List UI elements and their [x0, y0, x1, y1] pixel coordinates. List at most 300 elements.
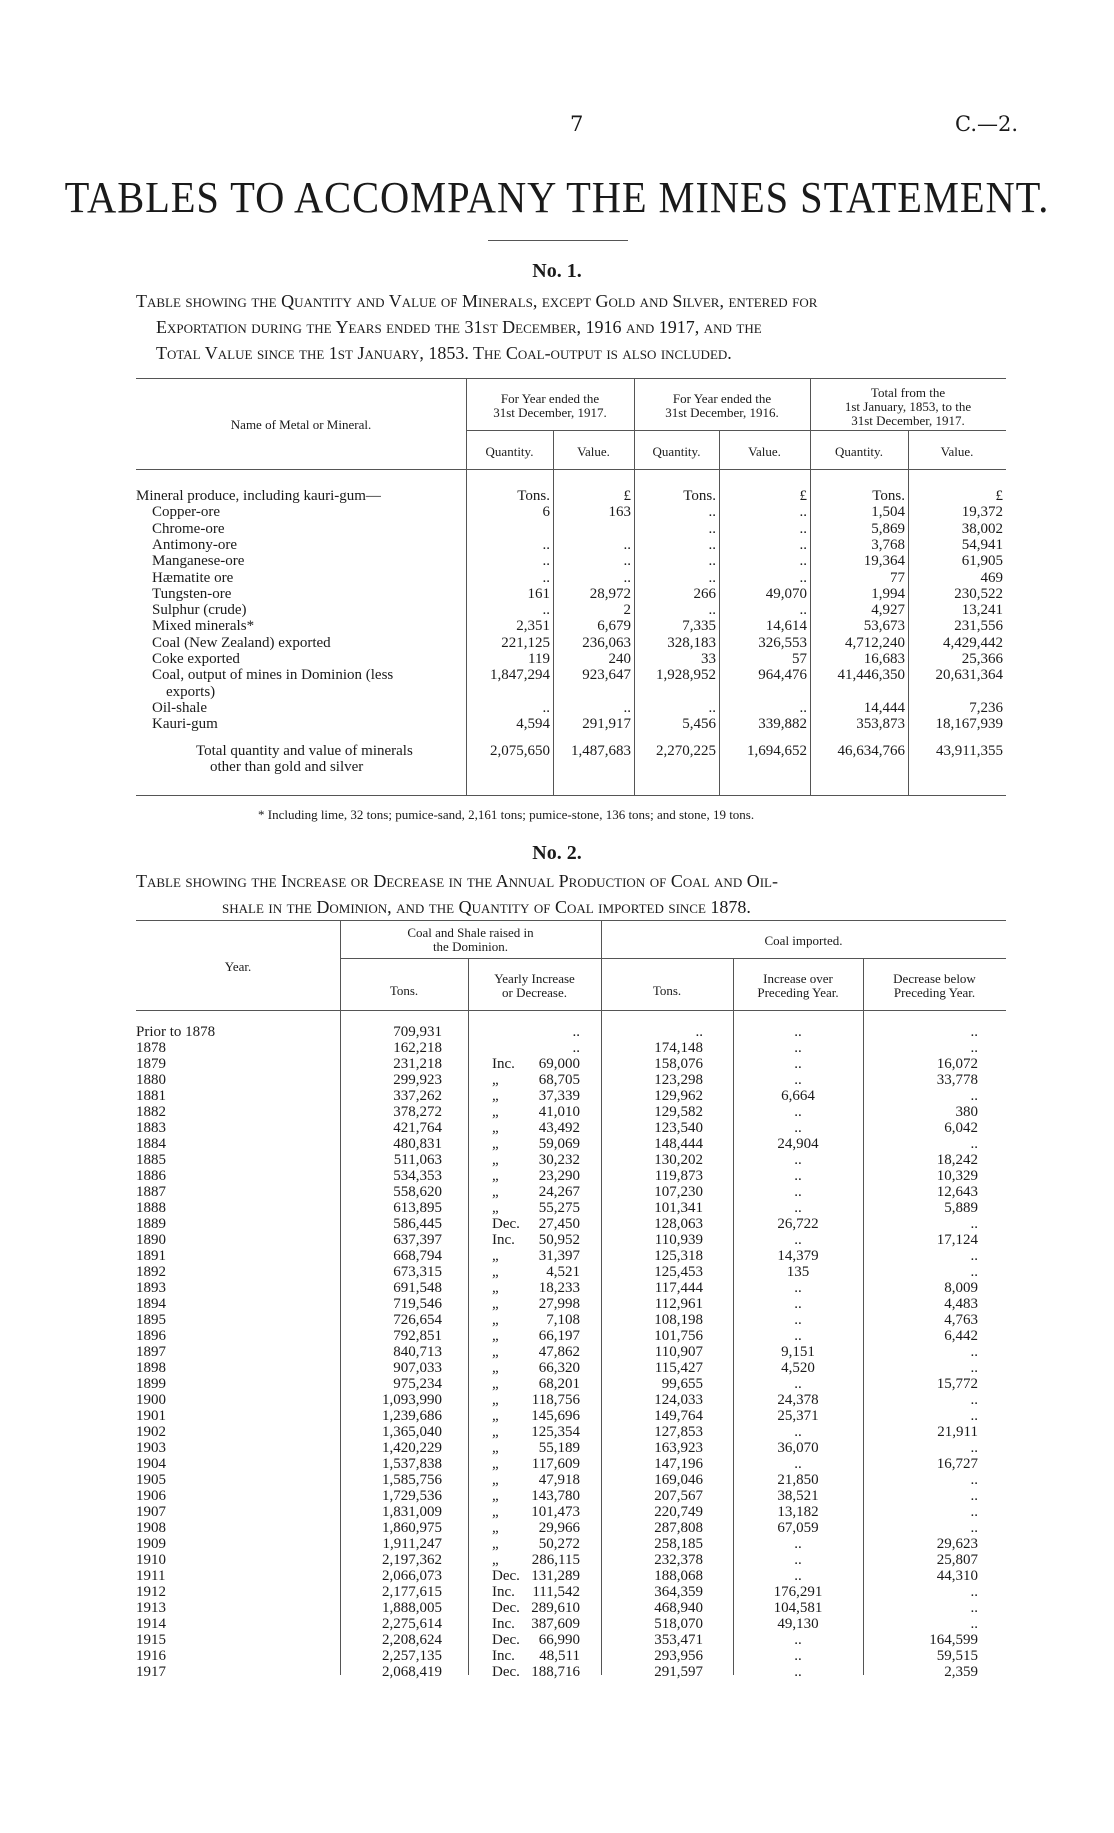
- decrease-value: 6,042: [944, 1120, 978, 1136]
- imported-tons: 130,202: [654, 1152, 703, 1168]
- increase-value: ..: [794, 1040, 802, 1056]
- imported-tons: 207,567: [654, 1488, 703, 1504]
- year-label: 1905: [136, 1472, 166, 1488]
- qty-1916: ..: [708, 602, 716, 619]
- group-label: 31st December, 1917.: [493, 405, 607, 420]
- raised-tons: 637,397: [393, 1232, 442, 1248]
- increase-value: 9,151: [781, 1344, 815, 1360]
- value-1916: ..: [799, 504, 807, 521]
- qty-total: 14,444: [863, 699, 905, 716]
- year-label: 1914: [136, 1616, 166, 1632]
- total-label-line1: Total quantity and value of minerals: [196, 743, 413, 759]
- increase-value: 176,291: [773, 1584, 823, 1600]
- increase-value: ..: [794, 1056, 802, 1072]
- change-value: 111,542: [532, 1584, 580, 1600]
- change-type: „: [492, 1280, 499, 1296]
- imported-tons: 293,956: [654, 1648, 703, 1664]
- imported-tons: 163,923: [654, 1440, 703, 1456]
- year-label: 1880: [136, 1072, 166, 1088]
- qty-total: 19,364: [863, 553, 905, 570]
- mineral-name: Kauri-gum: [152, 716, 218, 733]
- change-type: „: [492, 1328, 499, 1344]
- year-label: 1885: [136, 1152, 166, 1168]
- value-1917: 28,972: [589, 585, 631, 602]
- qty-1917: 1,847,294: [490, 667, 550, 684]
- header-label: Yearly Increase: [494, 971, 575, 986]
- mineral-name: Tungsten-ore: [152, 585, 232, 602]
- year-label: 1907: [136, 1504, 166, 1520]
- decrease-value: 380: [955, 1104, 978, 1120]
- change-value: 30,232: [538, 1152, 580, 1168]
- increase-value: ..: [794, 1104, 802, 1120]
- increase-value: ..: [794, 1312, 802, 1328]
- year-label: 1889: [136, 1216, 166, 1232]
- change-value: 23,290: [538, 1168, 580, 1184]
- value-1917: 923,647: [582, 667, 631, 684]
- increase-value: ..: [794, 1376, 802, 1392]
- table1-head-rule: [136, 469, 1006, 470]
- change-value: 41,010: [538, 1104, 580, 1120]
- change-type: Dec.: [492, 1600, 520, 1616]
- imported-tons: 112,961: [654, 1296, 703, 1312]
- decrease-value: ..: [970, 1616, 978, 1632]
- value-total: 13,241: [961, 602, 1003, 619]
- raised-tons: 840,713: [393, 1344, 442, 1360]
- value-1917: 2: [623, 602, 631, 619]
- imported-tons: 174,148: [654, 1040, 703, 1056]
- value-total: 25,366: [961, 651, 1003, 667]
- raised-tons: 1,729,536: [382, 1488, 442, 1504]
- change-value: 7,108: [546, 1312, 580, 1328]
- imported-tons: 123,540: [654, 1120, 703, 1136]
- decrease-value: 25,807: [936, 1552, 978, 1568]
- value-total: 7,236: [969, 699, 1003, 716]
- col-group-imported: Coal imported.: [764, 933, 843, 948]
- qty-total: 16,683: [863, 651, 905, 667]
- decrease-value: ..: [970, 1248, 978, 1264]
- year-label: 1911: [136, 1568, 166, 1584]
- group-label: Total from the: [870, 385, 946, 400]
- change-value: 29,966: [538, 1520, 580, 1536]
- change-value: 24,267: [538, 1184, 580, 1200]
- col-header-quantity: Quantity.: [652, 444, 701, 459]
- change-value: 117,609: [531, 1456, 580, 1472]
- increase-value: 24,904: [777, 1136, 819, 1152]
- change-type: „: [492, 1440, 499, 1456]
- qty-1916: Tons.: [683, 488, 716, 504]
- imported-tons: 110,907: [654, 1344, 703, 1360]
- value-total: 61,905: [961, 553, 1003, 570]
- raised-tons: 2,068,419: [382, 1664, 442, 1680]
- raised-tons: 480,831: [393, 1136, 442, 1152]
- decrease-value: 6,442: [944, 1328, 978, 1344]
- decrease-value: 21,911: [937, 1424, 978, 1440]
- value-1917: 163: [608, 504, 631, 521]
- change-type: „: [492, 1552, 499, 1568]
- change-type: „: [492, 1488, 499, 1504]
- increase-value: 13,182: [777, 1504, 819, 1520]
- change-value: 286,115: [531, 1552, 580, 1568]
- imported-tons: 119,873: [654, 1168, 703, 1184]
- year-label: 1915: [136, 1632, 166, 1648]
- increase-value: 36,070: [777, 1440, 819, 1456]
- qty-total: 77: [890, 569, 905, 586]
- raised-tons: 586,445: [393, 1216, 442, 1232]
- col-header-decrease: [863, 972, 1006, 1000]
- increase-value: ..: [794, 1184, 802, 1200]
- group-label: For Year ended the: [500, 391, 600, 406]
- decrease-value: ..: [970, 1344, 978, 1360]
- qty-1916: 1,928,952: [656, 667, 716, 684]
- page-number: 7: [570, 112, 584, 136]
- imported-tons: 108,198: [654, 1312, 703, 1328]
- change-type: „: [492, 1248, 499, 1264]
- col-group-raised: [340, 926, 601, 954]
- increase-value: ..: [794, 1232, 802, 1248]
- year-label: 1906: [136, 1488, 166, 1504]
- raised-tons: 2,257,135: [382, 1648, 442, 1664]
- year-label: 1916: [136, 1648, 166, 1664]
- change-type: „: [492, 1072, 499, 1088]
- decrease-value: ..: [970, 1088, 978, 1104]
- imported-tons: 220,749: [654, 1504, 703, 1520]
- decrease-value: ..: [970, 1136, 978, 1152]
- year-label: 1896: [136, 1328, 166, 1344]
- imported-tons: 125,318: [654, 1248, 703, 1264]
- mineral-name: Sulphur (crude): [152, 602, 247, 619]
- year-label: 1894: [136, 1296, 166, 1312]
- change-type: „: [492, 1392, 499, 1408]
- year-label: 1892: [136, 1264, 166, 1280]
- change-type: „: [492, 1520, 499, 1536]
- increase-value: ..: [794, 1632, 802, 1648]
- imported-tons: 124,033: [654, 1392, 703, 1408]
- total-v16: 1,694,652: [747, 743, 807, 759]
- value-1916: ..: [799, 520, 807, 537]
- imported-tons: 123,298: [654, 1072, 703, 1088]
- decrease-value: ..: [970, 1584, 978, 1600]
- qty-total: 4,927: [871, 602, 905, 619]
- change-value: 143,780: [531, 1488, 580, 1504]
- raised-tons: 511,063: [393, 1152, 442, 1168]
- col-header-quantity: Quantity.: [485, 444, 534, 459]
- change-value: 18,233: [538, 1280, 580, 1296]
- year-label: 1878: [136, 1040, 166, 1056]
- increase-value: ..: [794, 1120, 802, 1136]
- increase-value: ..: [794, 1280, 802, 1296]
- imported-tons: 99,655: [661, 1376, 703, 1392]
- year-label: 1883: [136, 1120, 166, 1136]
- mineral-name: Coke exported: [152, 651, 240, 667]
- decrease-value: ..: [970, 1360, 978, 1376]
- mineral-name: Mixed minerals*: [152, 618, 255, 635]
- raised-tons: 1,239,686: [382, 1408, 442, 1424]
- table1-caption-line2: Exportation during the Years ended the 31st December, 1916 and 1917, and the: [156, 317, 762, 337]
- increase-value: 21,850: [777, 1472, 819, 1488]
- change-value: 27,998: [538, 1296, 580, 1312]
- change-type: „: [492, 1376, 499, 1392]
- raised-tons: 1,911,247: [382, 1536, 442, 1552]
- value-1917: £: [623, 488, 631, 504]
- imported-tons: 117,444: [654, 1280, 703, 1296]
- title-rule: [488, 240, 628, 241]
- value-total: 469: [980, 569, 1003, 586]
- increase-value: ..: [794, 1200, 802, 1216]
- value-total: £: [995, 488, 1003, 504]
- value-1916: 14,614: [765, 618, 807, 635]
- year-label: 1887: [136, 1184, 166, 1200]
- qty-1917: 2,351: [516, 618, 550, 635]
- year-label: 1912: [136, 1584, 166, 1600]
- increase-value: ..: [794, 1536, 802, 1552]
- raised-tons: 299,923: [393, 1072, 442, 1088]
- col-header-tons: Tons.: [389, 983, 419, 998]
- change-value: 59,069: [538, 1136, 580, 1152]
- decrease-value: 5,889: [944, 1200, 978, 1216]
- change-type: „: [492, 1168, 499, 1184]
- change-value: 4,521: [546, 1264, 580, 1280]
- decrease-value: 4,763: [944, 1312, 978, 1328]
- total-qt: 46,634,766: [837, 743, 905, 759]
- decrease-value: ..: [970, 1216, 978, 1232]
- decrease-value: ..: [970, 1408, 978, 1424]
- decrease-value: 17,124: [936, 1232, 978, 1248]
- change-value: 101,473: [531, 1504, 580, 1520]
- header-label: Decrease below: [893, 971, 976, 986]
- qty-1917: ..: [542, 569, 550, 586]
- raised-tons: 1,888,005: [382, 1600, 442, 1616]
- value-1916: 964,476: [758, 667, 807, 684]
- value-1916: 326,553: [758, 634, 807, 651]
- imported-tons: 127,853: [654, 1424, 703, 1440]
- raised-tons: 378,272: [393, 1104, 442, 1120]
- raised-tons: 719,546: [393, 1296, 442, 1312]
- change-value: 387,609: [531, 1616, 580, 1632]
- qty-1917: ..: [542, 699, 550, 716]
- increase-value: 14,379: [777, 1248, 819, 1264]
- value-1916: 339,882: [758, 716, 807, 733]
- table2-head-rule: [136, 1010, 1006, 1011]
- decrease-value: 33,778: [936, 1072, 978, 1088]
- increase-value: ..: [794, 1296, 802, 1312]
- change-type: „: [492, 1088, 499, 1104]
- decrease-value: 16,072: [936, 1056, 978, 1072]
- col-header-name: Name of Metal or Mineral.: [230, 417, 372, 432]
- increase-value: ..: [794, 1568, 802, 1584]
- qty-1916: ..: [708, 504, 716, 521]
- raised-tons: 907,033: [393, 1360, 442, 1376]
- col-header-tons-imported: Tons.: [652, 983, 682, 998]
- increase-value: ..: [794, 1328, 802, 1344]
- mineral-name: Coal (New Zealand) exported: [152, 634, 331, 651]
- qty-1916: 328,183: [667, 634, 716, 651]
- value-total: 38,002: [961, 520, 1003, 537]
- mineral-name: Hæmatite ore: [152, 569, 234, 586]
- imported-tons: 115,427: [654, 1360, 703, 1376]
- decrease-value: ..: [970, 1520, 978, 1536]
- increase-value: 38,521: [777, 1488, 819, 1504]
- raised-tons: 1,537,838: [382, 1456, 442, 1472]
- page-title: TABLES TO ACCOMPANY THE MINES STATEMENT.: [64, 173, 1050, 222]
- change-type: „: [492, 1408, 499, 1424]
- change-type: „: [492, 1360, 499, 1376]
- change-type: „: [492, 1264, 499, 1280]
- imported-tons: 147,196: [654, 1456, 703, 1472]
- year-label: 1890: [136, 1232, 166, 1248]
- change-type: „: [492, 1136, 499, 1152]
- header-label: Preceding Year.: [757, 985, 839, 1000]
- header-label: Increase over: [763, 971, 833, 986]
- col-header-value: Value.: [940, 444, 974, 459]
- change-type: Inc.: [492, 1648, 515, 1664]
- decrease-value: 2,359: [944, 1664, 978, 1680]
- col-group-total: [810, 386, 1006, 428]
- raised-tons: 1,860,975: [382, 1520, 442, 1536]
- year-label: 1891: [136, 1248, 166, 1264]
- year-label: 1904: [136, 1456, 166, 1472]
- qty-1916: ..: [708, 520, 716, 537]
- col-group-1917: [466, 392, 634, 420]
- year-label: 1893: [136, 1280, 166, 1296]
- header-label: or Decrease.: [502, 985, 567, 1000]
- group-label: the Dominion.: [432, 939, 509, 954]
- decrease-value: 44,310: [936, 1568, 978, 1584]
- increase-value: 25,371: [777, 1408, 819, 1424]
- imported-tons: 287,808: [654, 1520, 703, 1536]
- group-label: 1st January, 1853, to the: [844, 399, 972, 414]
- qty-total: 353,873: [856, 716, 905, 733]
- decrease-value: 164,599: [929, 1632, 978, 1648]
- change-value: 55,275: [538, 1200, 580, 1216]
- decrease-value: 8,009: [944, 1280, 978, 1296]
- raised-tons: 975,234: [393, 1376, 442, 1392]
- raised-tons: 1,093,990: [382, 1392, 442, 1408]
- raised-tons: 337,262: [393, 1088, 442, 1104]
- decrease-value: ..: [970, 1472, 978, 1488]
- increase-value: ..: [794, 1456, 802, 1472]
- year-label: 1888: [136, 1200, 166, 1216]
- table1-caption-line3: Total Value since the 1st January, 1853. The Coal-output is also included.: [156, 343, 732, 363]
- change-value: 68,705: [538, 1072, 580, 1088]
- raised-tons: 668,794: [393, 1248, 442, 1264]
- qty-1916: 5,456: [682, 716, 716, 733]
- table2-number: No. 2.: [532, 842, 582, 864]
- change-value: 37,339: [538, 1088, 580, 1104]
- change-value: 188,716: [531, 1664, 580, 1680]
- year-label: 1902: [136, 1424, 166, 1440]
- change-type: „: [492, 1152, 499, 1168]
- value-1916: ..: [799, 699, 807, 716]
- year-label: 1901: [136, 1408, 166, 1424]
- change-value: 47,862: [538, 1344, 580, 1360]
- imported-tons: ..: [695, 1024, 703, 1040]
- change-type: „: [492, 1424, 499, 1440]
- year-label: 1909: [136, 1536, 166, 1552]
- year-label: 1886: [136, 1168, 166, 1184]
- decrease-value: ..: [970, 1504, 978, 1520]
- change-value: ..: [572, 1040, 580, 1056]
- year-label: 1908: [136, 1520, 166, 1536]
- value-1917: 240: [608, 651, 631, 667]
- col-header-value: Value.: [748, 444, 781, 459]
- change-type: „: [492, 1120, 499, 1136]
- decrease-value: 10,329: [936, 1168, 978, 1184]
- mineral-name: Copper-ore: [152, 504, 221, 521]
- decrease-value: ..: [970, 1264, 978, 1280]
- decrease-value: ..: [970, 1488, 978, 1504]
- header-label: Preceding Year.: [893, 985, 976, 1000]
- raised-tons: 1,420,229: [382, 1440, 442, 1456]
- decrease-value: ..: [970, 1040, 978, 1056]
- change-value: 69,000: [538, 1056, 580, 1072]
- imported-tons: 169,046: [654, 1472, 703, 1488]
- qty-1917: ..: [542, 536, 550, 553]
- mineral-name: Coal, output of mines in Dominion (less: [152, 667, 394, 684]
- imported-tons: 129,582: [654, 1104, 703, 1120]
- change-type: Inc.: [492, 1056, 515, 1072]
- imported-tons: 258,185: [654, 1536, 703, 1552]
- raised-tons: 2,208,624: [382, 1632, 442, 1648]
- value-1917: ..: [623, 569, 631, 586]
- change-value: 66,320: [538, 1360, 580, 1376]
- qty-1917: 119: [528, 651, 550, 667]
- decrease-value: ..: [970, 1600, 978, 1616]
- qty-1917: ..: [542, 602, 550, 619]
- value-1916: 49,070: [765, 585, 807, 602]
- qty-1916: 33: [701, 651, 716, 667]
- value-1916: ..: [799, 536, 807, 553]
- qty-1916: ..: [708, 536, 716, 553]
- raised-tons: 792,851: [393, 1328, 442, 1344]
- raised-tons: 1,585,756: [382, 1472, 442, 1488]
- raised-tons: 726,654: [393, 1312, 442, 1328]
- decrease-value: ..: [970, 1392, 978, 1408]
- table1-subhead-rule: [466, 430, 1006, 431]
- qty-total: Tons.: [872, 488, 905, 504]
- change-value: 48,511: [539, 1648, 580, 1664]
- imported-tons: 232,378: [654, 1552, 703, 1568]
- table1-number: No. 1.: [532, 260, 582, 282]
- increase-value: ..: [794, 1072, 802, 1088]
- year-label: 1913: [136, 1600, 166, 1616]
- year-label: 1903: [136, 1440, 166, 1456]
- qty-total: 41,446,350: [837, 667, 905, 684]
- table1-footnote: * Including lime, 32 tons; pumice-sand, 2,161 tons; pumice-stone, 136 tons; and stone, 19 tons.: [258, 807, 755, 822]
- year-label: 1879: [136, 1056, 166, 1072]
- col-group-1916: [634, 392, 810, 420]
- decrease-value: 18,242: [936, 1152, 978, 1168]
- change-value: ..: [572, 1024, 580, 1040]
- imported-tons: 158,076: [654, 1056, 703, 1072]
- raised-tons: 162,218: [393, 1040, 442, 1056]
- imported-tons: 364,359: [654, 1584, 703, 1600]
- raised-tons: 2,197,362: [382, 1552, 442, 1568]
- change-type: „: [492, 1296, 499, 1312]
- value-total: 19,372: [961, 504, 1003, 521]
- raised-tons: 1,831,009: [382, 1504, 442, 1520]
- change-type: „: [492, 1200, 499, 1216]
- imported-tons: 101,756: [654, 1328, 703, 1344]
- value-1917: ..: [623, 536, 631, 553]
- mineral-name: Oil-shale: [152, 699, 207, 716]
- year-label: 1899: [136, 1376, 166, 1392]
- decrease-value: 12,643: [936, 1184, 978, 1200]
- qty-1917: 221,125: [501, 634, 550, 651]
- year-label: 1900: [136, 1392, 166, 1408]
- imported-tons: 468,940: [654, 1600, 703, 1616]
- value-1917: 236,063: [582, 634, 631, 651]
- change-type: Inc.: [492, 1616, 515, 1632]
